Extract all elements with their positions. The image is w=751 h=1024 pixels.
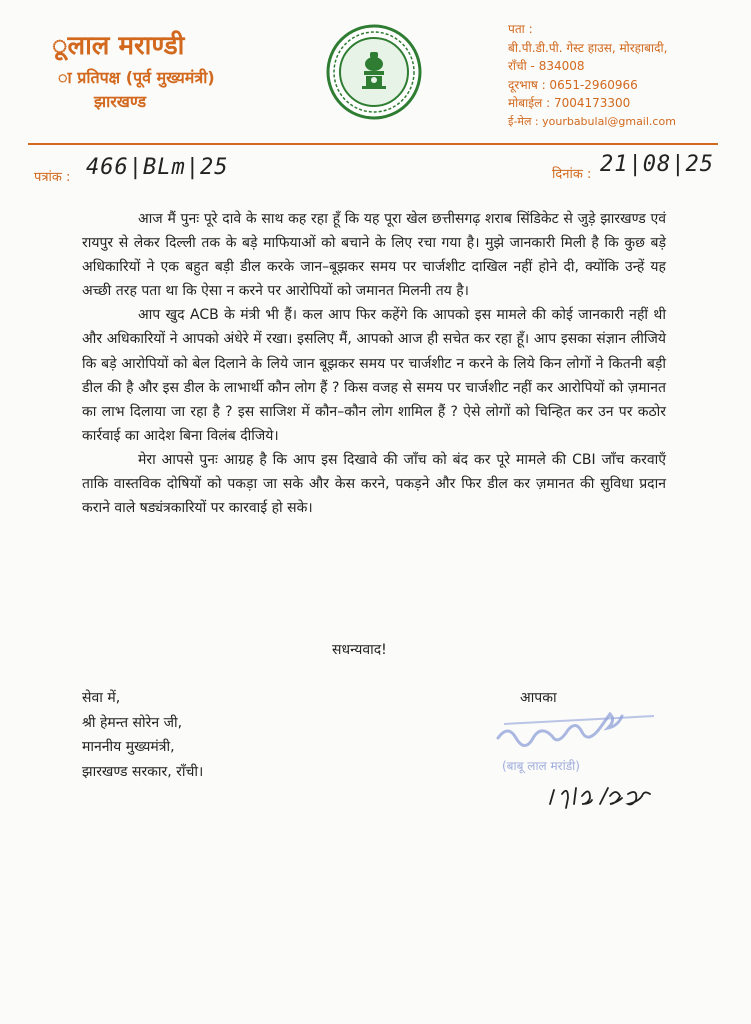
header-divider	[28, 143, 718, 145]
address-phone: दूरभाष : 0651-2960966	[508, 77, 638, 92]
handwritten-signature	[470, 700, 690, 820]
recipient-line-3: माननीय मुख्यमंत्री,	[82, 739, 175, 755]
recipient-line-4: झारखण्ड सरकार, राँची।	[82, 763, 204, 780]
closing-thanks: सधन्यवाद!	[332, 642, 387, 658]
address-block	[508, 20, 748, 131]
ref-label: पत्रांक :	[34, 170, 71, 185]
address-line-2: राँची - 834008	[508, 59, 585, 73]
jharkhand-emblem-icon	[326, 24, 422, 120]
address-mobile: मोबाईल : 7004173300	[508, 96, 631, 110]
letter-body	[82, 207, 666, 520]
recipient-line-2: श्री हेमन्त सोरेन जी,	[82, 714, 183, 731]
paragraph-1: आज मैं पुनः पूरे दावे के साथ कह रहा हूँ कि यह पूरा खेल छत्तीसगढ़ शराब सिंडिकेट से जुड़े झारखण्ड एवं रायपुर से लेकर दिल्ली तक के बड़े माफियाओं को बचाने के लिए रचा गया है। मुझे जानकारी मिली है कि कुछ बड़े अधिकारियों ने एक बहुत बड़ी डील करके जान–बूझकर समय पर चार्जशीट दाखिल नहीं होने दी, क्योंकि उन्हें यह अच्छी तरह पता था कि ऐसा न करने पर आरोपियों को जमानत मिलनी तय है।	[82, 211, 666, 300]
sender-name: ूलाल मराण्डी	[52, 31, 185, 61]
recipient-block	[82, 686, 203, 784]
address-label: पता :	[508, 22, 533, 36]
address-line-1: बी.पी.डी.पी. गेस्ट हाउस, मोरहाबादी,	[508, 40, 668, 55]
paragraph-3: मेरा आपसे पुनः आग्रह है कि आप इस दिखावे की जाँच को बंद कर पूरे मामले की CBI जाँच करवाएँ ताकि वास्तविक दोषियों को पकड़ा जा सके और केस करने, पकड़ने और फिर डील कर ज़मानत की सुविधा प्रदान कराने वाले षड्यंत्रकारियों पर कारवाई हो सके।	[82, 451, 666, 517]
ref-number: 466|BLm|25	[86, 155, 229, 180]
sign-off: आपका	[520, 690, 557, 706]
sender-state: झारखण्ड	[94, 92, 147, 111]
sender-post: ा प्रतिपक्ष (पूर्व मुख्यमंत्री)	[58, 68, 215, 87]
recipient-line-1: सेवा में,	[82, 690, 121, 706]
date-value: 21|08|25	[600, 152, 714, 177]
paragraph-2: आप खुद ACB के मंत्री भी हैं। कल आप फिर कहेंगे कि आपको इस मामले की कोई जानकारी नहीं थी और अधिकारियों ने आपको अंधेरे में रखा। इसलिए मैं, आपको आज ही सचेत कर रहा हूँ। आप इसका संज्ञान लीजिये कि बड़े आरोपियों को बेल दिलाने के लिये जान बूझकर समय पर चार्जशीट न करने के लिये किन लोगों ने कितनी बड़ी डील की है और इस डील के लाभार्थी कौन लोग हैं ? किस वजह से समय पर चार्जशीट नहीं कर आरोपियों को ज़मानत का लाभ दिलाया जा रहा है ? इस साजिश में कौन–कौन लोग शामिल हैं ? ऐसे लोगों को चिन्हित कर उन पर कठोर कार्रवाई का आदेश बिना विलंब दीजिये।	[82, 307, 666, 444]
signature-name-stamp: (बाबू लाल मरांडी)	[502, 759, 580, 773]
address-email: ई-मेल : yourbabulal@gmail.com	[508, 114, 676, 128]
date-label: दिनांक :	[552, 167, 592, 182]
